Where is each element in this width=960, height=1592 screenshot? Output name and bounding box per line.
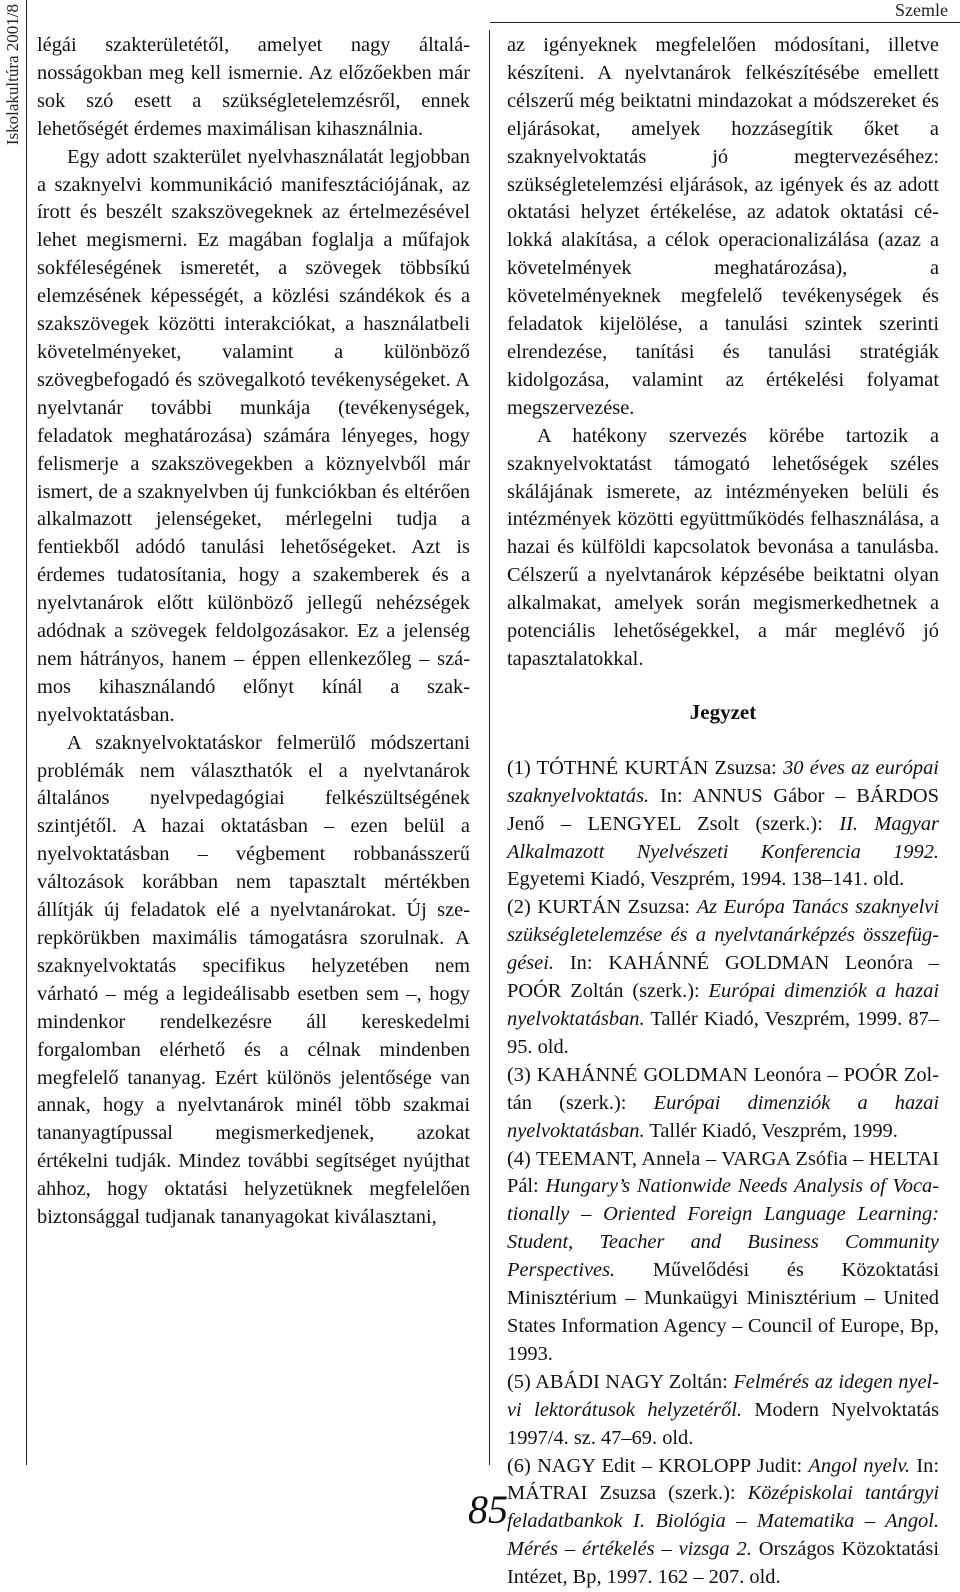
note-3: (3) KAHÁNNÉ GOLDMAN Leonóra – POÓR Zoltán (szerk.): Európai dimenziók a hazai nyelvoktatásban. Tallér Kiadó, Veszprém, 1999. [507, 1062, 939, 1146]
page-number: 85 [468, 1486, 508, 1533]
note-4: (4) TEEMANT, Annela – VARGA Zsófia – HELTAI Pál: Hungary’s Nationwide Needs Analysis of Vocationally – Oriented Foreign Language Learning: Student, Teacher and Business Community Perspectives. Művelődési és Közoktatási Minisztérium – Munkaügyi Minisztérium – United States Information Agency – Council of Europe, Bp, 1993. [507, 1146, 939, 1369]
left-column [37, 32, 470, 1232]
right-column [507, 32, 939, 1592]
paragraph: A hatékony szervezés körébe tartozik a szaknyelvoktatást támogató lehetőségek széles skálájának ismerete, az intézményeken belüli és intézmények közötti együttműködés felhasználása, a hazai és külföldi kapcsolatok bevonása a tanulásba. Célszerű a nyelvtanárok képzésébe beiktatni olyan alkalmakat, amelyek során megismerkedhetnek a potenciális lehetőségekkel, a már meglévő jó tapasztalatokkal. [507, 423, 939, 674]
note-5: (5) ABÁDI NAGY Zoltán: Felmérés az idegen nyelvi lektorátusok helyzetéről. Modern Nyelvoktatás 1997/4. sz. 47–69. old. [507, 1369, 939, 1453]
header-rule [490, 22, 960, 23]
paragraph: az igényeknek megfelelően módosítani, illetve készíteni. A nyelvtanárok felkészítésébe emellett célszerű még beiktatni mindazokat a módszereket és eljárásokat, amelyek hozzásegítik őket a szaknyelvoktatás jó megtervezéséhez: szükségletelemzési eljárások, az igények és az adott oktatási helyzet értékelése, az adatok oktatási célokká alakítása, a célok operacionalizálása (azaz a követelmények meghatározása), a követelményeknek megfelelő tevékenységek és feladatok kijelölése, a tanulási szintek szerinti elrendezése, tanítási és tanulási stratégiák kidolgozása, valamint az értékelési folyamat megszervezése. [507, 32, 939, 423]
column-divider [489, 30, 490, 1465]
notes-heading: Jegyzet [507, 700, 939, 725]
paragraph: A szaknyelvoktatáskor felmerülő módszertani problémák nem választhatók el a nyelvtanárok általános nyelvpedagógiai felkészültségének szintjétől. A hazai oktatásban – ezen belül a nyelvoktatásban – végbement robbanásszerű változások korábban nem tapasztalt mértékben állítják új feladatok elé a nyelvtanárokat. Új szerepkörükben maximális támogatásra szorulnak. A szaknyelvoktatás specifikus helyzetében nem várható – még a legideálisabb esetben sem –, hogy mindenkor rendelkezésre áll kereskedelmi forgalomban elérhető és a célnak mindenben megfelelő tananyag. Ezért különös jelentősége van annak, hogy a nyelvtanárok minél több szakmai tananyagtípussal megismerkedjenek, azokat értékelni tudják. Mindez további segítséget nyújthat ahhoz, hogy oktatási helyzetüknek megfelelően biztonsággal tudjanak tananyagokat kiválasztani, [37, 730, 470, 1232]
paragraph: Egy adott szakterület nyelvhasználatát legjobban a szaknyelvi kommunikáció manifesztációjának, az írott és beszélt szakszövegeknek az értelmezésével lehet megismerni. Ez magában foglalja a műfajok sokféleségének ismeretét, a szövegek többsíkú elemzésének képességét, a közlési szándékok és a szakszövegek közötti interakciókat, a használatbeli követelményeket, valamint a különböző szövegbefogadó és szövegalkotó tevékenységeket. A nyelvtanár további munkája (tevékenységek, feladatok meghatározása) számára lényeges, hogy felismerje a szakszövegekben a köznyelvből már ismert, de a szaknyelvben új funkciókban és eltérően alkalmazott jelenségeket, mérlegelni tudja a fentiekből adódó tanulási lehetőségeket. Azt is érdemes tudatosítania, hogy a szakemberek és a nyelvtanárok előtt különböző jellegű nehézségek adódnak a szövegek feldolgozásakor. Ez a jelenség nem hátrányos, hanem – éppen ellenkezőleg – számos kihasználandó előnyt kínál a szaknyelvoktatásban. [37, 144, 470, 730]
section-label: Szemle [895, 0, 948, 21]
journal-issue-label: Iskolakultúra 2001/8 [3, 4, 23, 145]
journal-side-label [0, 0, 27, 1465]
paragraph: légái szakterületétől, amelyet nagy általánosságokban meg kell ismernie. Az előzőekben már sok szó esett a szükségletelemzésről, ennek lehetőségét érdemes maximálisan kihasználnia. [37, 32, 470, 144]
note-2: (2) KURTÁN Zsuzsa: Az Európa Tanács szaknyelvi szükségletelemzése és a nyelvtanárképzés összefüggései. In: KAHÁNNÉ GOLDMAN Leonóra – POÓR Zoltán (szerk.): Európai dimenziók a hazai nyelvoktatásban. Tallér Kiadó, Veszprém, 1999. 87–95. old. [507, 894, 939, 1061]
note-6: (6) NAGY Edit – KROLOPP Judit: Angol nyelv. In: MÁTRAI Zsuzsa (szerk.): Középiskolai tantárgyi feladatbankok I. Biológia – Matematika – Angol. Mérés – értékelés – vizsga 2. Országos Közoktatási Intézet, Bp, 1997. 162 – 207. old. [507, 1453, 939, 1592]
note-1: (1) TÓTHNÉ KURTÁN Zsuzsa: 30 éves az európai szaknyelvoktatás. In: ANNUS Gábor – BÁRDOS Jenő – LENGYEL Zsolt (szerk.): II. Magyar Alkalmazott Nyelvészeti Konferencia 1992. Egyetemi Kiadó, Veszprém, 1994. 138–141. old. [507, 755, 939, 895]
